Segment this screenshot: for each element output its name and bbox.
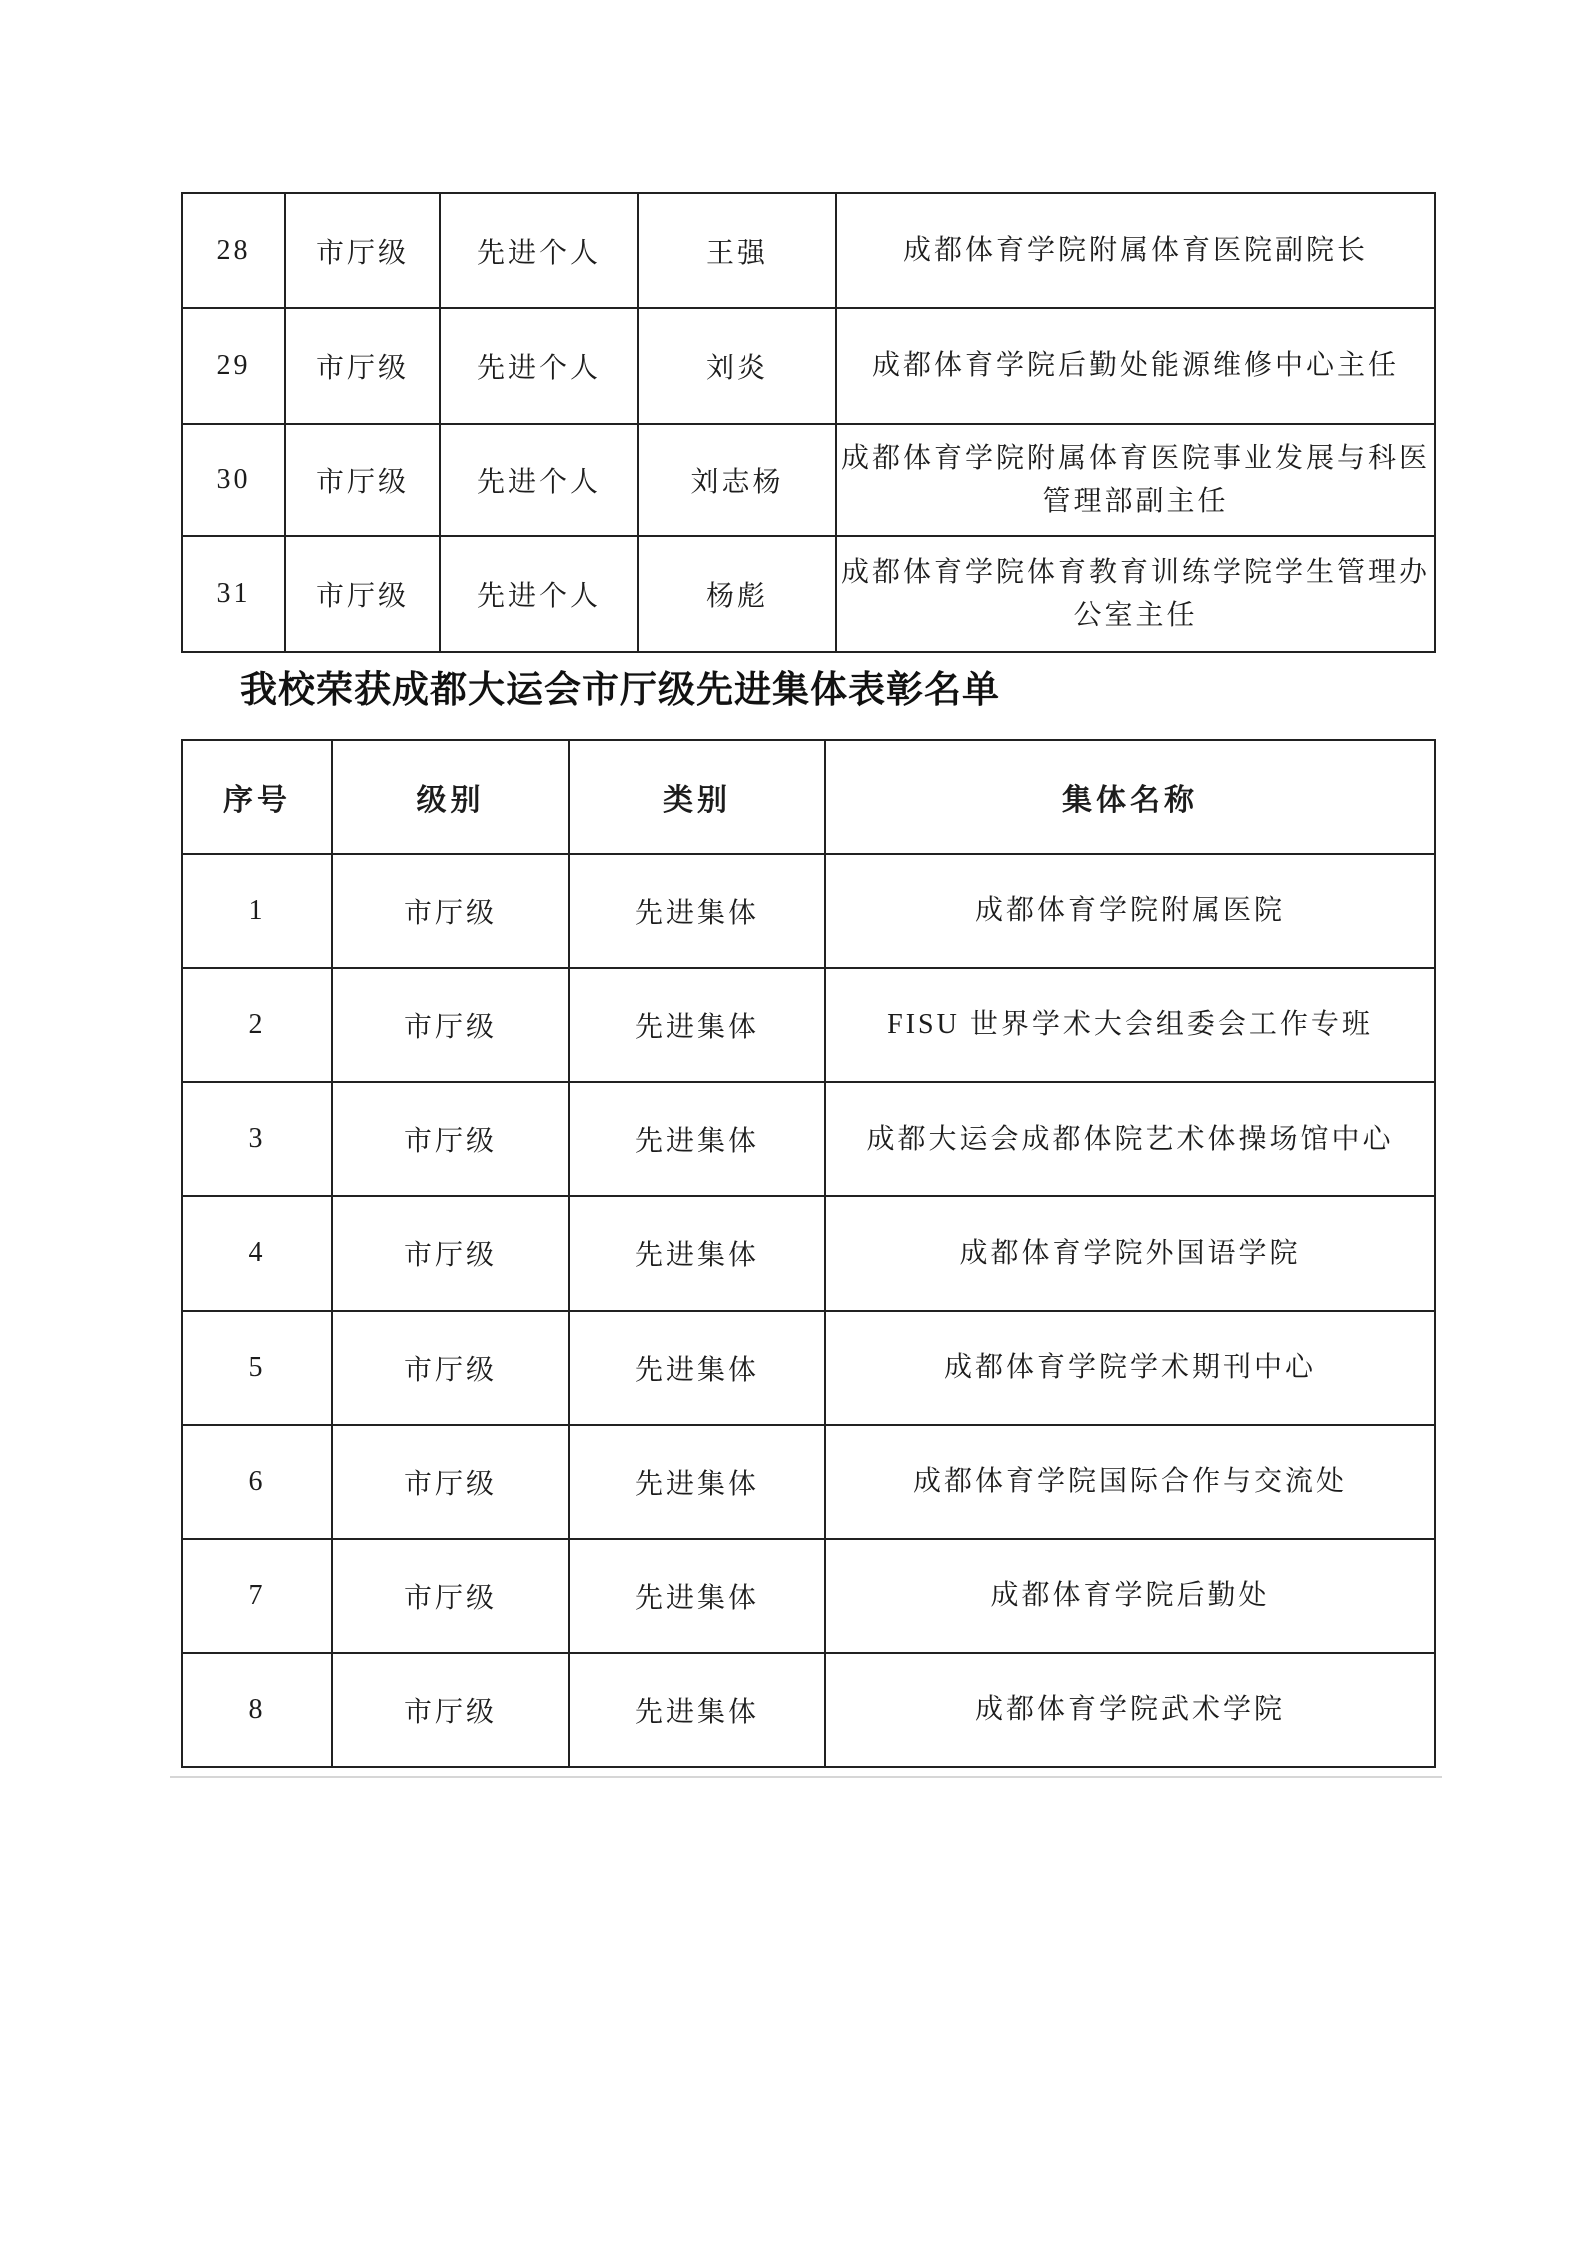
- group-name: 成都体育学院附属医院: [825, 854, 1435, 968]
- collective-awards-table: [181, 739, 1436, 1768]
- person-name: 刘炎: [638, 308, 836, 424]
- table-row: [182, 968, 1435, 1082]
- award-category: 先进个人: [440, 424, 638, 536]
- table-row: [182, 536, 1435, 652]
- award-level: 市厅级: [332, 1311, 569, 1425]
- row-number: 2: [182, 968, 332, 1082]
- row-number: 7: [182, 1539, 332, 1653]
- column-header-level: 级别: [332, 740, 569, 854]
- award-category: 先进集体: [569, 1082, 825, 1196]
- individual-awards-table: [181, 192, 1436, 653]
- person-name: 杨彪: [638, 536, 836, 652]
- award-level: 市厅级: [332, 1425, 569, 1539]
- table-header-row: [182, 740, 1435, 854]
- award-level: 市厅级: [332, 1539, 569, 1653]
- table-row: [182, 1082, 1435, 1196]
- award-level: 市厅级: [332, 1082, 569, 1196]
- column-header-group-name: 集体名称: [825, 740, 1435, 854]
- award-category: 先进集体: [569, 854, 825, 968]
- group-name: 成都体育学院外国语学院: [825, 1196, 1435, 1310]
- award-level: 市厅级: [332, 968, 569, 1082]
- person-title: 成都体育学院后勤处能源维修中心主任: [836, 308, 1435, 424]
- table-row: [182, 1311, 1435, 1425]
- table-row: [182, 1653, 1435, 1767]
- group-name: 成都体育学院学术期刊中心: [825, 1311, 1435, 1425]
- row-number: 30: [182, 424, 285, 536]
- table-row: [182, 1425, 1435, 1539]
- award-level: 市厅级: [332, 1196, 569, 1310]
- award-category: 先进个人: [440, 536, 638, 652]
- person-title: 成都体育学院附属体育医院事业发展与科医管理部副主任: [836, 424, 1435, 536]
- group-name: FISU 世界学术大会组委会工作专班: [825, 968, 1435, 1082]
- award-level: 市厅级: [285, 536, 440, 652]
- award-category: 先进集体: [569, 1539, 825, 1653]
- award-category: 先进集体: [569, 1425, 825, 1539]
- award-category: 先进集体: [569, 1311, 825, 1425]
- row-number: 6: [182, 1425, 332, 1539]
- row-number: 3: [182, 1082, 332, 1196]
- award-category: 先进集体: [569, 968, 825, 1082]
- scan-artifact-line: [170, 1776, 1442, 1778]
- award-category: 先进集体: [569, 1653, 825, 1767]
- group-name: 成都体育学院武术学院: [825, 1653, 1435, 1767]
- row-number: 29: [182, 308, 285, 424]
- row-number: 31: [182, 536, 285, 652]
- row-number: 1: [182, 854, 332, 968]
- collective-awards-heading: 我校荣获成都大运会市厅级先进集体表彰名单: [240, 669, 1000, 710]
- row-number: 8: [182, 1653, 332, 1767]
- table-row: [182, 1196, 1435, 1310]
- award-category: 先进个人: [440, 308, 638, 424]
- table-row: [182, 193, 1435, 308]
- group-name: 成都体育学院后勤处: [825, 1539, 1435, 1653]
- row-number: 28: [182, 193, 285, 308]
- award-category: 先进个人: [440, 193, 638, 308]
- group-name: 成都大运会成都体院艺术体操场馆中心: [825, 1082, 1435, 1196]
- award-level: 市厅级: [332, 854, 569, 968]
- column-header-no: 序号: [182, 740, 332, 854]
- table-row: [182, 1539, 1435, 1653]
- award-category: 先进集体: [569, 1196, 825, 1310]
- person-name: 刘志杨: [638, 424, 836, 536]
- row-number: 4: [182, 1196, 332, 1310]
- person-name: 王强: [638, 193, 836, 308]
- award-level: 市厅级: [285, 193, 440, 308]
- table-row: [182, 308, 1435, 424]
- column-header-category: 类别: [569, 740, 825, 854]
- award-level: 市厅级: [285, 424, 440, 536]
- award-level: 市厅级: [332, 1653, 569, 1767]
- table-row: [182, 854, 1435, 968]
- person-title: 成都体育学院体育教育训练学院学生管理办公室主任: [836, 536, 1435, 652]
- row-number: 5: [182, 1311, 332, 1425]
- award-level: 市厅级: [285, 308, 440, 424]
- group-name: 成都体育学院国际合作与交流处: [825, 1425, 1435, 1539]
- table-row: [182, 424, 1435, 536]
- person-title: 成都体育学院附属体育医院副院长: [836, 193, 1435, 308]
